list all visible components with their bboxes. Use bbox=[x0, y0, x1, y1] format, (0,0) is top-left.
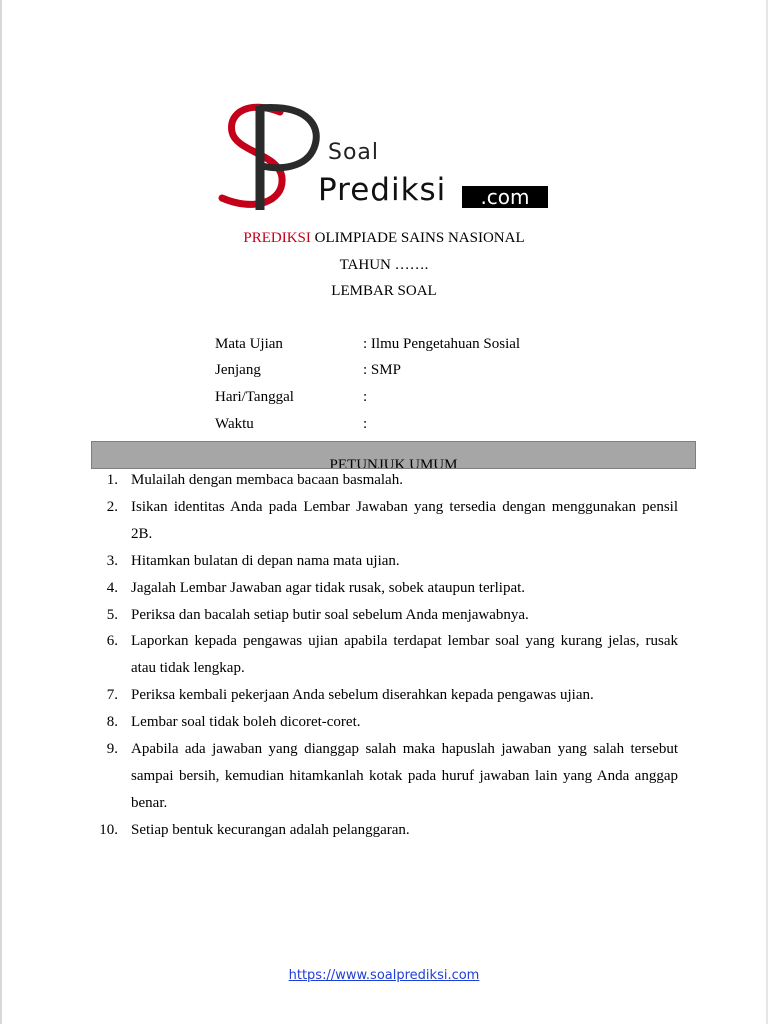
info-row-mata-ujian bbox=[215, 336, 635, 358]
logo-com-badge: .com bbox=[462, 186, 548, 208]
list-text: sampai bersih, kemudian hitamkanlah kotak pada huruf jawaban lain yang Anda anggap bbox=[131, 768, 678, 784]
exam-title bbox=[0, 230, 768, 247]
exam-sheet-title: LEMBAR SOAL bbox=[331, 283, 437, 299]
info-label: Waktu bbox=[215, 416, 254, 432]
list-text: atau tidak lengkap. bbox=[131, 660, 245, 676]
list-text: Jagalah Lembar Jawaban agar tidak rusak, sobek ataupun terlipat. bbox=[131, 580, 526, 596]
list-text: Lembar soal tidak boleh dicoret-coret. bbox=[131, 714, 361, 730]
footer-website-link[interactable]: https://www.soalprediksi.com bbox=[288, 968, 480, 983]
list-number: 8. bbox=[106, 714, 118, 730]
title-prediksi-word: PREDIKSI bbox=[243, 230, 311, 246]
logo-soal-text: Soal bbox=[328, 140, 380, 165]
soalprediksi-logo bbox=[210, 98, 562, 216]
info-label: Hari/Tanggal bbox=[215, 389, 294, 405]
list-number: 1. bbox=[106, 472, 118, 488]
title-rest: OLIMPIADE SAINS NASIONAL bbox=[310, 230, 525, 246]
list-number: 3. bbox=[106, 553, 118, 569]
list-text: Apabila ada jawaban yang dianggap salah maka hapuslah jawaban yang salah tersebut bbox=[131, 741, 678, 757]
petunjuk-umum-title: PETUNJUK UMUM bbox=[329, 457, 458, 469]
logo-prediksi-text: Prediksi bbox=[318, 172, 447, 208]
list-number: 9. bbox=[106, 741, 118, 757]
list-text: Mulailah dengan membaca bacaan basmalah. bbox=[131, 472, 403, 488]
petunjuk-umum-header bbox=[91, 441, 696, 469]
list-text: Laporkan kepada pengawas ujian apabila terdapat lembar soal yang kurang jelas, rusak bbox=[131, 633, 678, 649]
info-value: : Ilmu Pengetahuan Sosial bbox=[363, 336, 521, 352]
list-text: Periksa kembali pekerjaan Anda sebelum diserahkan kepada pengawas ujian. bbox=[131, 687, 594, 703]
info-value: : bbox=[363, 416, 368, 432]
list-number: 5. bbox=[106, 607, 118, 623]
list-number: 6. bbox=[106, 633, 118, 649]
info-row-jenjang bbox=[215, 362, 635, 384]
list-text: Hitamkan bulatan di depan nama mata ujian. bbox=[131, 553, 400, 569]
list-text: benar. bbox=[131, 795, 168, 811]
list-number: 4. bbox=[106, 580, 118, 596]
list-text: 2B. bbox=[131, 526, 153, 542]
info-label: Mata Ujian bbox=[215, 336, 283, 352]
list-text: Isikan identitas Anda pada Lembar Jawaban yang tersedia dengan menggunakan pensil bbox=[131, 499, 678, 515]
info-value: : bbox=[363, 389, 368, 405]
page-edge-left bbox=[0, 0, 2, 1024]
info-label: Jenjang bbox=[215, 362, 261, 378]
exam-year: TAHUN ……. bbox=[339, 257, 429, 273]
list-text: Periksa dan bacalah setiap butir soal sebelum Anda menjawabnya. bbox=[131, 607, 529, 623]
info-row-waktu bbox=[215, 416, 635, 438]
info-value: : SMP bbox=[363, 362, 401, 378]
list-number: 7. bbox=[106, 687, 118, 703]
list-number: 2. bbox=[106, 499, 118, 515]
list-text: Setiap bentuk kecurangan adalah pelanggaran. bbox=[131, 822, 410, 838]
list-number: 10. bbox=[99, 822, 118, 838]
info-row-hari-tanggal bbox=[215, 389, 635, 411]
